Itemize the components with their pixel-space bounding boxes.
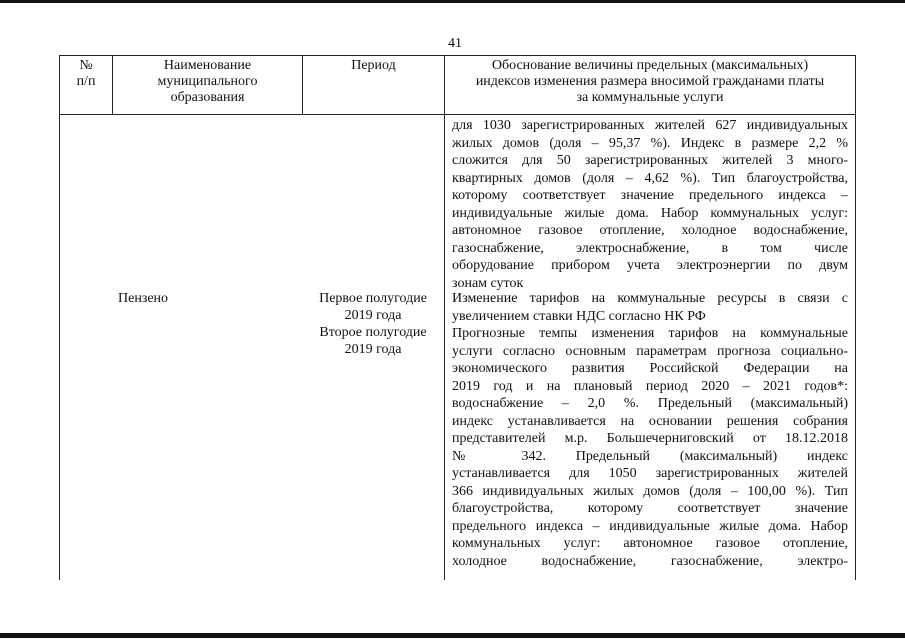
text-line: сложится для 50 зарегистрированных жителей 3 много- — [452, 153, 848, 168]
text-line: экономического развития Российской Федерации на — [452, 361, 848, 376]
period-line: 2019 года — [344, 342, 402, 357]
text-line: Изменение тарифов на коммунальные ресурсы в связи с — [452, 291, 848, 306]
header-reason-line: Обоснование величины предельных (максимальных) — [491, 58, 809, 73]
column-divider — [59, 115, 60, 580]
text-line: Прогнозные темпы изменения тарифов на коммунальные — [452, 326, 848, 341]
reason-vat — [452, 290, 848, 325]
text-line: автономное газовое отопление, холодное водоснабжение, — [452, 223, 848, 238]
text-line: представителей м.р. Большечерниговский от 18.12.2018 — [452, 431, 848, 446]
header-num — [59, 55, 112, 115]
header-name-line: муниципального — [157, 74, 258, 89]
continued-reason-text — [452, 117, 848, 292]
header-name-line: Наименование — [163, 58, 252, 73]
top-border — [0, 0, 905, 3]
municipality-name: Пензено — [118, 291, 169, 306]
text-line: устанавливается для 1050 зарегистрированных жителей — [452, 466, 848, 481]
text-line: для 1030 зарегистрированных жителей 627 индивидуальных — [452, 118, 848, 133]
text-line: жилых домов (доля – 95,37 %). Индекс в размере 2,2 % — [452, 135, 848, 151]
period-line: 2019 года — [344, 308, 402, 323]
text-line: зонам суток — [452, 275, 524, 291]
column-divider — [855, 115, 856, 580]
text-line: водоснабжение – 2,0 %. Предельный (максимальный) — [452, 396, 848, 411]
text-line: 2019 год и на плановый период 2020 – 2021 годов*: — [452, 378, 848, 394]
reason-forecast — [452, 325, 848, 570]
page-number: 41 — [448, 36, 462, 51]
header-reason-line: индексов изменения размера вносимой гражданами платы — [475, 74, 825, 89]
header-period — [302, 55, 444, 115]
period-line: Второе полугодие — [319, 325, 427, 340]
text-line: предельного индекса – индивидуальные жилые дома. Набор — [452, 518, 848, 534]
header-name — [112, 55, 302, 115]
text-line: увеличением ставки НДС согласно НК РФ — [452, 308, 706, 324]
bottom-border — [0, 633, 905, 638]
header-name-line: образования — [170, 90, 245, 105]
text-line: квартирных домов (доля – 4,62 %). Тип благоустройства, — [452, 170, 848, 186]
text-line: 366 индивидуальных жилых домов (доля – 100,00 %). Тип — [452, 483, 848, 499]
text-line: оборудование прибором учета электроэнергии по двум — [452, 258, 848, 273]
period-first-half — [302, 290, 444, 324]
text-line: коммунальных услуг: автономное газовое отопление, — [452, 536, 848, 551]
text-line: благоустройства, которому соответствует значение — [452, 501, 848, 516]
period-line: Первое полугодие — [319, 291, 427, 306]
text-line: которому соответствует значение предельного индекса – — [452, 188, 848, 203]
text-line: индекс устанавливается на основании решения собрания — [452, 413, 848, 429]
header-reason — [444, 55, 856, 115]
header-reason-line: за коммунальные услуги — [576, 90, 724, 105]
text-line: холодное водоснабжение, газоснабжение, электро- — [452, 553, 848, 569]
header-num-line: № — [79, 58, 93, 73]
header-num-line: п/п — [76, 74, 96, 89]
text-line: услуги согласно основным параметрам прогноза социально- — [452, 343, 848, 359]
column-divider — [444, 115, 445, 580]
period-second-half — [302, 324, 444, 358]
header-period-line: Период — [351, 58, 396, 73]
text-line: № 342. Предельный (максимальный) индекс — [452, 448, 848, 464]
text-line: индивидуальные жилые дома. Набор коммунальных услуг: — [452, 205, 848, 221]
text-line: газоснабжение, электроснабжение, в том числе — [452, 240, 848, 256]
